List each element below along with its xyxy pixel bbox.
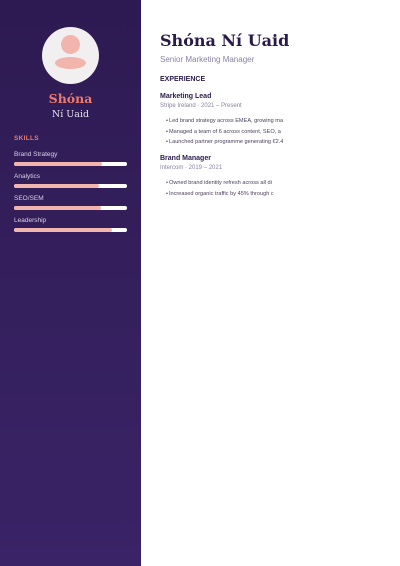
skill-label: Brand Strategy xyxy=(14,151,58,158)
skill-bar xyxy=(14,162,127,166)
avatar xyxy=(42,27,99,84)
job-role: Marketing Lead xyxy=(160,93,212,100)
skill-bar xyxy=(14,228,127,232)
last-name: Ní Uaid xyxy=(51,109,90,120)
skill-bar-fill xyxy=(14,228,112,232)
skill-bar-fill xyxy=(14,162,102,166)
job-bullet: • Increased organic traffic by 45% through c xyxy=(166,189,326,200)
skill-label: Leadership xyxy=(14,217,47,224)
job-bullet: • Launched partner programme generating €2.4 xyxy=(166,137,326,148)
avatar-body-shape xyxy=(55,57,86,69)
skills-heading: SKILLS xyxy=(14,135,39,142)
skill-label: Analytics xyxy=(14,173,41,180)
skill-brand-strategy xyxy=(14,151,127,166)
job-bullet: • Led brand strategy across EMEA, growing ma xyxy=(166,116,326,127)
skill-bar xyxy=(14,206,127,210)
first-name: Shóna xyxy=(48,91,93,106)
sidebar xyxy=(0,0,141,566)
avatar-head-shape xyxy=(61,35,80,54)
job-entry-marketing-lead xyxy=(160,92,390,148)
job-role: Brand Manager xyxy=(160,155,211,162)
skill-bar-fill xyxy=(14,184,99,188)
skill-bar xyxy=(14,184,127,188)
full-name-heading: Shóna Ní Uaid xyxy=(160,31,290,50)
job-meta: Intercom · 2019 – 2021 xyxy=(160,165,223,171)
job-meta: Stripe Ireland · 2021 – Present xyxy=(160,103,242,109)
job-bullet: • Owned brand identity refresh across all di xyxy=(166,178,326,189)
job-title: Senior Marketing Manager xyxy=(160,55,255,64)
skill-label: SEO/SEM xyxy=(14,195,44,202)
job-bullets xyxy=(160,178,390,199)
experience-heading: EXPERIENCE xyxy=(160,76,206,83)
job-entry-brand-manager xyxy=(160,154,390,199)
skill-seo-sem xyxy=(14,195,127,210)
skill-bar-fill xyxy=(14,206,101,210)
job-bullets xyxy=(160,116,390,148)
job-bullet: • Managed a team of 6 across content, SEO, a xyxy=(166,127,326,138)
skill-leadership xyxy=(14,217,127,232)
skill-analytics xyxy=(14,173,127,188)
